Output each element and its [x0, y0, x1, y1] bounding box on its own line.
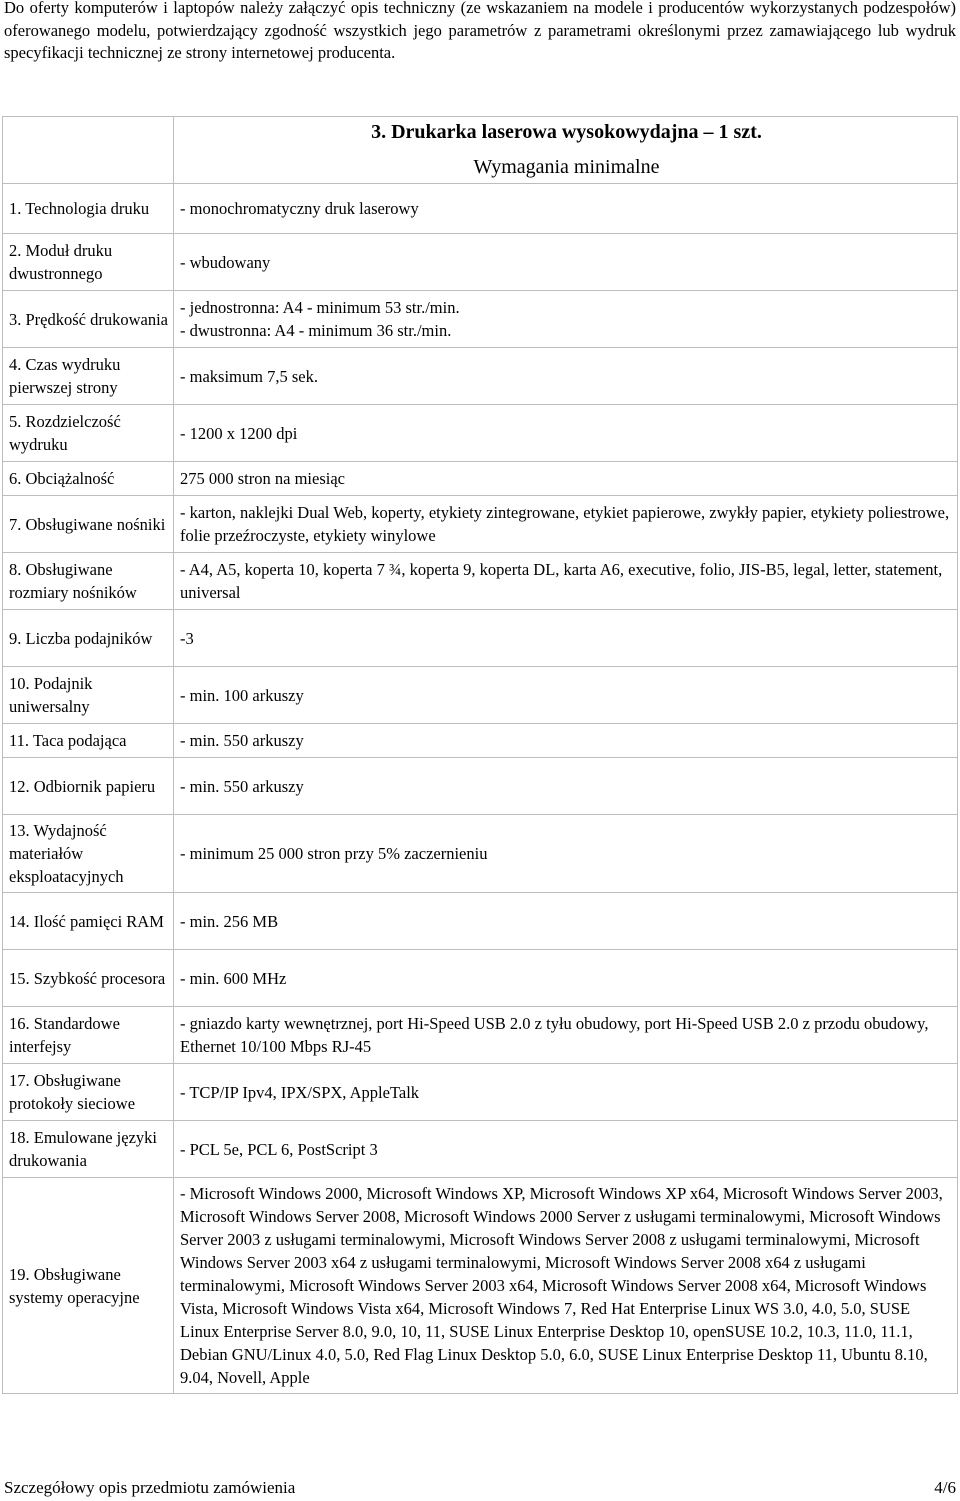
parameter-cell: 13. Wydajność materiałów eksploatacyjnych — [3, 815, 174, 893]
parameter-cell: 15. Szybkość procesora — [3, 950, 174, 1007]
table-row — [3, 1178, 958, 1394]
parameter-cell: 6. Obciążalność — [3, 462, 174, 496]
table-row — [3, 758, 958, 815]
parameter-cell: 2. Moduł druku dwustronnego — [3, 234, 174, 291]
table-row — [3, 234, 958, 291]
printer-spec-table — [2, 116, 958, 1394]
table-row — [3, 1121, 958, 1178]
table-row — [3, 496, 958, 553]
parameter-cell: 3. Prędkość drukowania — [3, 291, 174, 348]
header-empty-cell — [3, 117, 174, 184]
table-row — [3, 893, 958, 950]
requirement-cell: - min. 550 arkuszy — [174, 724, 958, 758]
section-title: 3. Drukarka laserowa wysokowydajna – 1 szt. — [371, 121, 762, 143]
parameter-cell: 17. Obsługiwane protokoły sieciowe — [3, 1064, 174, 1121]
table-row — [3, 553, 958, 610]
parameter-cell: 5. Rozdzielczość wydruku — [3, 405, 174, 462]
table-row — [3, 348, 958, 405]
requirement-cell: - min. 256 MB — [174, 893, 958, 950]
requirement-cell: - wbudowany — [174, 234, 958, 291]
requirement-cell: - min. 100 arkuszy — [174, 667, 958, 724]
table-row — [3, 1064, 958, 1121]
parameter-cell: 11. Taca podająca — [3, 724, 174, 758]
intro-paragraph: Do oferty komputerów i laptopów należy załączyć opis techniczny (ze wskazaniem na modele i producentów wykorzystanych podzespołów) oferowanego modelu, potwierdzający zgodność wszystkich jego parametrów z parametrami określonymi przez zamawiającego lub wydruk specyfikacji technicznej ze strony internetowej producenta. — [4, 0, 956, 62]
parameter-cell: 19. Obsługiwane systemy operacyjne — [3, 1178, 174, 1394]
parameter-cell: 8. Obsługiwane rozmiary nośników — [3, 553, 174, 610]
requirement-cell: 275 000 stron na miesiąc — [174, 462, 958, 496]
footer-document-title: Szczegółowy opis przedmiotu zamówienia — [4, 1478, 296, 1497]
parameter-cell: 18. Emulowane języki drukowania — [3, 1121, 174, 1178]
section-subtitle: Wymagania minimalne — [473, 156, 660, 178]
parameter-cell: 16. Standardowe interfejsy — [3, 1007, 174, 1064]
table-row — [3, 405, 958, 462]
parameter-cell: 7. Obsługiwane nośniki — [3, 496, 174, 553]
table-row — [3, 184, 958, 234]
requirement-cell: - A4, A5, koperta 10, koperta 7 ¾, koperta 9, koperta DL, karta A6, executive, folio, JIS-B5, legal, letter, statement, universal — [174, 553, 958, 610]
parameter-cell: 12. Odbiornik papieru — [3, 758, 174, 815]
requirement-cell: - jednostronna: A4 - minimum 53 str./min. - dwustronna: A4 - minimum 36 str./min. — [174, 291, 958, 348]
requirement-cell: - karton, naklejki Dual Web, koperty, etykiety zintegrowane, etykiet papierowe, zwykły papier, etykiety poliestrowe, folie przeźroczyste, etykiety winylowe — [174, 496, 958, 553]
footer-page-number: 4/6 — [934, 1478, 956, 1497]
requirement-cell: - min. 600 MHz — [174, 950, 958, 1007]
requirement-cell: - min. 550 arkuszy — [174, 758, 958, 815]
table-row — [3, 667, 958, 724]
table-header-row — [3, 117, 958, 184]
table-row — [3, 950, 958, 1007]
parameter-cell: 1. Technologia druku — [3, 184, 174, 234]
requirement-cell: - maksimum 7,5 sek. — [174, 348, 958, 405]
table-row — [3, 724, 958, 758]
parameter-cell: 4. Czas wydruku pierwszej strony — [3, 348, 174, 405]
table-row — [3, 462, 958, 496]
table-row — [3, 815, 958, 893]
table-row — [3, 291, 958, 348]
requirement-cell: - monochromatyczny druk laserowy — [174, 184, 958, 234]
requirement-cell: - minimum 25 000 stron przy 5% zaczernieniu — [174, 815, 958, 893]
requirement-cell: -3 — [174, 610, 958, 667]
header-cell — [174, 117, 958, 184]
requirement-cell: - PCL 5e, PCL 6, PostScript 3 — [174, 1121, 958, 1178]
parameter-cell: 14. Ilość pamięci RAM — [3, 893, 174, 950]
requirement-cell: - Microsoft Windows 2000, Microsoft Windows XP, Microsoft Windows XP x64, Microsoft Windows Server 2003, Microsoft Windows Server 2008, Microsoft Windows 2000 Server z usługami terminalowymi, Microsoft Windows Server 2003 z usługami terminalowymi, Microsoft Windows Server 2008 z usługami terminalowymi, Microsoft Windows Server 2003 x64 z usługami terminalowymi, Microsoft Windows Server 2008 x64 z usługami terminalowymi, Microsoft Windows Server 2003 x64, Microsoft Windows Server 2008 x64, Microsoft Windows Vista, Microsoft Windows Vista x64, Microsoft Windows 7, Red Hat Enterprise Linux WS 3.0, 4.0, 5.0, SUSE Linux Enterprise Server 8.0, 9.0, 10, 11, SUSE Linux Enterprise Desktop 10, openSUSE 10.2, 10.3, 11.0, 11.1, Debian GNU/Linux 4.0, 5.0, Red Flag Linux Desktop 5.0, 6.0, SUSE Linux Enterprise Desktop 11, Ubuntu 8.10, 9.04, Novell, Apple — [174, 1178, 958, 1394]
requirement-cell: - gniazdo karty wewnętrznej, port Hi-Speed USB 2.0 z tyłu obudowy, port Hi-Speed USB 2.0 z przodu obudowy, Ethernet 10/100 Mbps RJ-45 — [174, 1007, 958, 1064]
requirement-cell: - 1200 x 1200 dpi — [174, 405, 958, 462]
parameter-cell: 9. Liczba podajników — [3, 610, 174, 667]
table-row — [3, 610, 958, 667]
table-row — [3, 1007, 958, 1064]
parameter-cell: 10. Podajnik uniwersalny — [3, 667, 174, 724]
requirement-cell: - TCP/IP Ipv4, IPX/SPX, AppleTalk — [174, 1064, 958, 1121]
